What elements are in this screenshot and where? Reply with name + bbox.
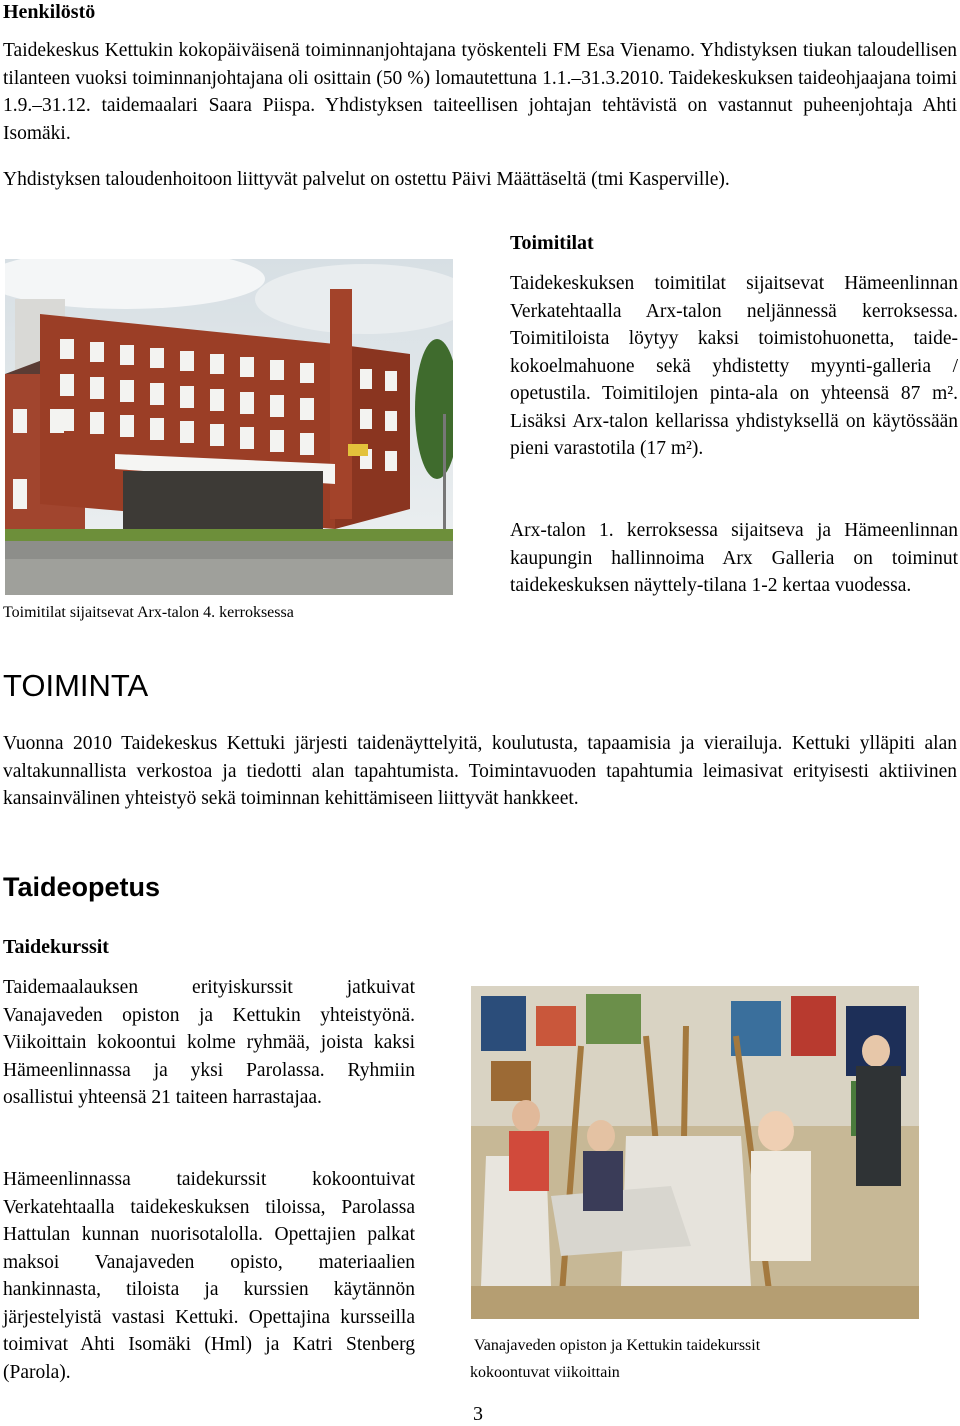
- personnel-paragraph-2: Yhdistyksen taloudenhoitoon liittyvät palvelut on ostettu Päivi Määttäseltä (tmi Kasperville).: [3, 169, 730, 190]
- personnel-paragraph-1: Taidekeskus Kettukin kokopäiväisenä toiminnanjohtajana työskenteli FM Esa Vienamo. Yhdistyksen tiukan taloudellisen tilanteen vuoksi toiminnanjohtajana oli osittain (50 %) lomautettuna 1.1.–31.3.2010. Taidekeskuksen taideohjaajana toimi 1.9.–31.12. taidemaalari Saara Piispa. Yhdistyksen taiteellisen johtajan tehtävistä on vastannut puheenjohtaja Ahti Isomäki.: [3, 40, 957, 144]
- activities-heading: TOIMINTA: [3, 668, 149, 703]
- premises-paragraph-2: Arx-talon 1. kerroksessa sijaitseva ja Hämeenlinnan kaupungin hallinnoima Arx Galleria on toiminut taidekeskuksen näyttely-tilana 1-2 kertaa vuodessa.: [510, 520, 958, 596]
- classroom-photo-caption-line-1: Vanajaveden opiston ja Kettukin taidekurssit: [474, 1337, 761, 1354]
- courses-subheading: Taidekurssit: [3, 936, 109, 958]
- building-photo: [5, 259, 453, 595]
- personnel-heading: Henkilöstö: [3, 1, 96, 23]
- courses-paragraph-2: Hämeenlinnassa taidekurssit kokoontuivat Verkatehtaalla taidekeskuksen tiloissa, Parolassa Hattulan kunnan nuorisotalolla. Opettajien palkat maksoi Vanajaveden opisto, materiaalien hankinnasta, tiloista ja kurssien käytännön järjestelyistä vastasi Kettuki. Opettajina kursseilla toimivat Ahti Isomäki (Hml) ja Katri Stenberg (Parola).: [3, 1169, 415, 1383]
- activities-paragraph: Vuonna 2010 Taidekeskus Kettuki järjesti taidenäyttelyitä, koulutusta, tapaamisia ja vierailuja. Kettuki ylläpiti alan valtakunnallista verkostoa ja tiedotti alan tapahtumista. Toimintavuoden tapahtumia leimasivat erityisesti aktiivinen kansainvälinen yhteistyö sekä toiminnan kehittämiseen liittyvät hankkeet.: [3, 733, 957, 809]
- classroom-photo: [471, 986, 919, 1319]
- classroom-photo-caption-line-2: kokoontuvat viikoittain: [470, 1364, 620, 1381]
- premises-heading: Toimitilat: [510, 232, 594, 254]
- page-number: 3: [473, 1403, 483, 1425]
- premises-paragraph-1: Taidekeskuksen toimitilat sijaitsevat Hämeenlinnan Verkatehtaalla Arx-talon neljännessä kerroksessa. Toimitiloista löytyy kaksi toimistohuonetta, taide-kokoelmahuone sekä yhdistetty myynti-galleria / opetustila. Toimitilojen pinta-ala on yhteensä 87 m². Lisäksi Arx-talon kellarissa yhdistyksellä on käytössään pieni varastotila (17 m²).: [510, 273, 958, 459]
- building-photo-caption: Toimitilat sijaitsevat Arx-talon 4. kerroksessa: [3, 604, 294, 621]
- teaching-heading: Taideopetus: [3, 872, 161, 902]
- courses-paragraph-1: Taidemaalauksen erityiskurssit jatkuivat Vanajaveden opiston ja Kettukin yhteistyönä. Viikoittain kokoontui kolme ryhmää, joista kaksi Hämeenlinnassa ja yksi Parolassa. Ryhmiin osallistui yhteensä 21 taiteen harrastajaa.: [3, 977, 415, 1108]
